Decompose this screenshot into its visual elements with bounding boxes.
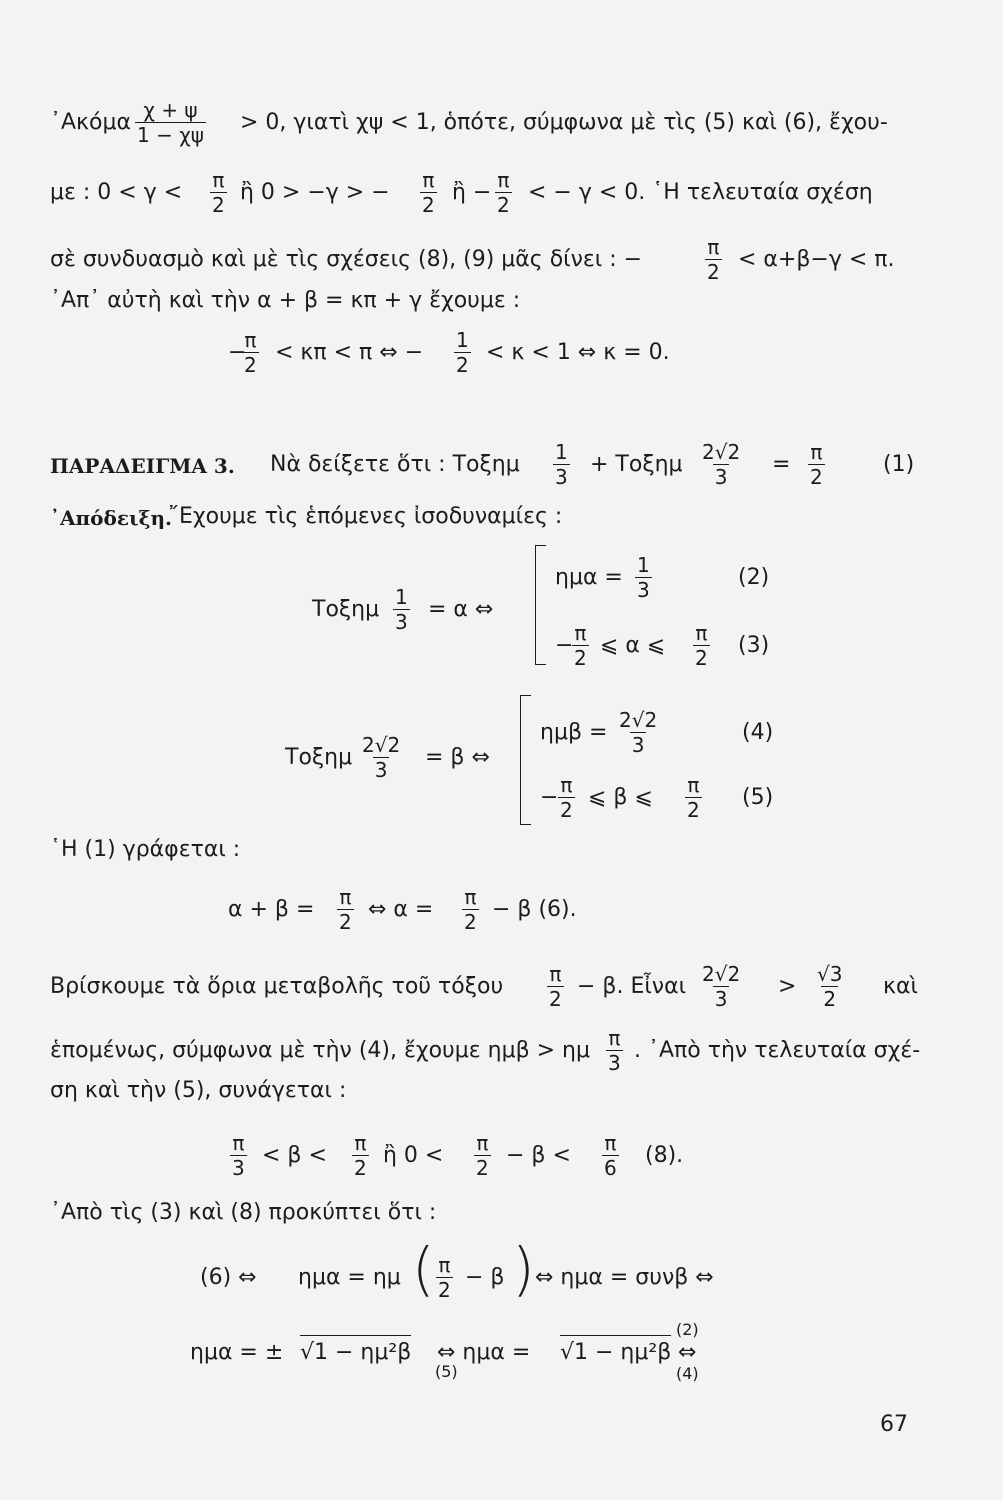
last1-a: (6) ⇔ [200,1265,257,1290]
fraction-pi-2: $\frac{\pi}{2}$ [476,1131,489,1180]
fraction-pi-2: $\frac{\pi}{2}$ [339,885,352,934]
last2-b: ⇔ ημα = [437,1340,531,1365]
system2-brace [520,695,531,825]
fraction-pi-2: $\frac{\pi}{2}$ [244,328,257,377]
eq6-c: − β (6). [492,897,577,922]
system2-left-eq: = β ⇔ [425,745,490,770]
fraction-2r2-3: $\frac{2√2}{3}$ [702,962,741,1011]
system2-row1-label: (4) [742,720,774,745]
fraction-pi-2: $\frac{\pi}{2}$ [549,962,562,1011]
radical-1: √1 − ημ²β [300,1335,411,1365]
fraction-pi-2: $\frac{\pi}{2}$ [354,1131,367,1180]
proof-text: ῎Εχουμε τὶς ἑπόμενες ἰσοδυναμίες : [168,504,563,529]
fraction-2r2-3: $\frac{2√2}{3}$ [362,733,401,782]
line2-text-a: με : 0 < γ < [50,180,183,205]
system2-row1: ημβ = [540,720,608,745]
fraction-pi-2: $\frac{\pi}{2}$ [695,621,708,670]
line4-text: ᾿Απ᾿ αὐτὴ καὶ τὴν α + β = κπ + γ ἔχουμε : [50,288,521,313]
fraction-pi-2: $\frac{\pi}{2}$ [438,1253,451,1302]
fraction-1-3: $\frac{1}{3}$ [637,553,650,602]
eq8-b: ἢ 0 < [383,1143,444,1168]
therefore-text-c: ση καὶ τὴν (5), συνάγεται : [50,1078,347,1103]
example-statement-a: Νὰ δείξετε ὅτι : Τοξημ [270,452,520,477]
radical-2: √1 − ημ²β [560,1335,671,1365]
last2-a: ημα = ± [190,1340,284,1365]
example-statement-c: = [772,452,791,477]
fraction-pi-3: $\frac{\pi}{3}$ [232,1131,245,1180]
system1-row1-label: (2) [738,565,770,590]
line2-text-b: ἢ 0 > −γ > − [240,180,390,205]
label-4: (4) [676,1364,699,1383]
line2-text-c: ἢ − [452,180,492,205]
fraction-pi-2: $\frac{\pi}{2}$ [212,168,225,217]
fraction-pi-2: $\frac{\pi}{2}$ [560,773,573,822]
find-text-b: − β. Εἶναι [577,974,687,999]
system2-row2-label: (5) [742,785,774,810]
fraction-pi-2: $\frac{\pi}{2}$ [497,168,510,217]
left-paren: ( [412,1235,435,1303]
fraction-r3-2: $\frac{√3}{2}$ [817,962,843,1011]
system1-row2-a: − [555,633,574,658]
find-text-d: καὶ [883,974,918,999]
example-heading: ΠΑΡΑΔΕΙΓΜΑ 3. [50,454,235,478]
fraction-pi-2: $\frac{\pi}{2}$ [810,440,823,489]
fraction-pi-2: $\frac{\pi}{2}$ [464,885,477,934]
system2-row2-b: ⩽ β ⩽ [588,785,653,810]
line5-text-a: − [228,340,247,365]
system2-left: Τοξημ [285,745,353,770]
example-statement-b: + Τοξημ [590,452,683,477]
line2-text-d: < − γ < 0. ῾Η τελευταία σχέση [528,180,873,205]
line3-text-a: σὲ συνδυασμὸ καὶ μὲ τὶς σχέσεις (8), (9) μᾶς δίνει : − [50,247,643,272]
fraction-pi-2: $\frac{\pi}{2}$ [707,235,720,284]
find-text-a: Βρίσκουμε τὰ ὅρια μεταβολῆς τοῦ τόξου [50,974,504,999]
label-5: (5) [435,1362,458,1381]
last1-b: ημα = ημ [298,1265,401,1290]
system1-brace [535,545,546,665]
line5-text-b: < κπ < π ⇔ − [275,340,424,365]
line3-text-b: < α+β−γ < π. [738,247,895,272]
page-number: 67 [880,1412,908,1437]
therefore-text-b: . ᾿Απὸ τὴν τελευταία σχέ- [634,1038,921,1063]
eq6-a: α + β = [228,897,315,922]
right-paren: ) [512,1235,535,1303]
fraction-pi-2: $\frac{\pi}{2}$ [574,621,587,670]
fraction-pi-2: $\frac{\pi}{2}$ [687,773,700,822]
system1-left-eq: = α ⇔ [428,597,494,622]
fraction-pi-3: $\frac{\pi}{3}$ [608,1026,621,1075]
fraction-xy: $\frac{\chi + \psi}{1 - \chi\psi}$ [137,98,204,147]
last1-c: − β [465,1265,505,1290]
system1-row2-b: ⩽ α ⩽ [600,633,666,658]
eq8-a: < β < [262,1143,327,1168]
fraction-1-2: $\frac{1}{2}$ [456,328,469,377]
equation-label: (1) [883,452,915,477]
line1-prefix: ᾿Ακόμα [50,110,131,135]
fraction-2r2-3: $\frac{2√2}{3}$ [619,708,658,757]
system2-row2-a: − [540,785,559,810]
proof-label: ᾿Απόδειξη. [50,506,173,530]
line5-text-c: < κ < 1 ⇔ κ = 0. [486,340,670,365]
last2-c: ⇔ [678,1340,697,1365]
fraction-pi-6: $\frac{\pi}{6}$ [604,1131,617,1180]
last1-d: ⇔ ημα = συνβ ⇔ [535,1265,714,1290]
system1-row2-label: (3) [738,633,770,658]
from38-text: ᾿Απὸ τὶς (3) καὶ (8) προκύπτει ὅτι : [50,1200,437,1225]
label-2: (2) [676,1320,699,1339]
eq6-b: ⇔ α = [368,897,434,922]
line1-text: > 0, γιατὶ χψ < 1, ὁπότε, σύμφωνα μὲ τὶς (5) καὶ (6), ἔχου- [240,110,888,135]
writes-text: ῾Η (1) γράφεται : [50,837,241,862]
system1-left: Τοξημ [312,597,380,622]
therefore-text-a: ἑπομένως, σύμφωνα μὲ τὴν (4), ἔχουμε ημβ > ημ [50,1038,590,1063]
eq8-c: − β < [506,1143,571,1168]
fraction-1-3: $\frac{1}{3}$ [555,440,568,489]
fraction-pi-2: $\frac{\pi}{2}$ [422,168,435,217]
eq8-d: (8). [645,1143,684,1168]
find-text-c: > [778,974,797,999]
fraction-2r2-3: $\frac{2√2}{3}$ [702,440,741,489]
fraction-1-3: $\frac{1}{3}$ [395,585,408,634]
system1-row1: ημα = [555,565,623,590]
